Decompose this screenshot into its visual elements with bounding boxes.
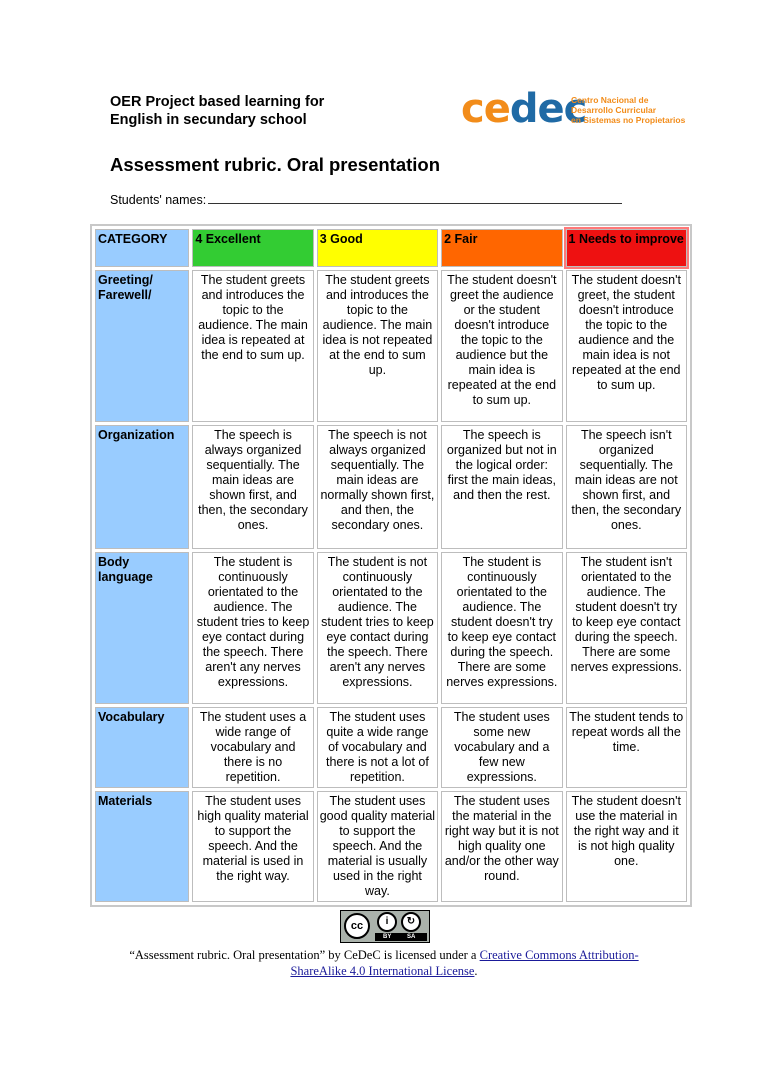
table-row	[95, 425, 687, 549]
students-names-field	[110, 192, 622, 207]
project-title	[110, 93, 324, 129]
cedec-logo-subtitle: Centro Nacional de Desarrollo Curricular en Sistemas no Propietarios	[571, 95, 686, 125]
license-prefix: “Assessment rubric. Oral presentation” by CeDeC is licensed under a	[129, 948, 480, 962]
category-organization: Organization	[95, 425, 189, 549]
table-cell: The student is not continuously orientated to the audience. The student tries to keep eye contact during the speech. There aren't any nerves expressions.	[317, 552, 438, 704]
license-link[interactable]: Creative Commons Attribution-ShareAlike 4.0 International License	[290, 948, 639, 978]
table-cell: The speech isn't organized sequentially. The main ideas are not shown first, and then, the secondary ones.	[566, 425, 687, 549]
header-good: 3 Good	[317, 229, 438, 267]
assessment-rubric-table	[90, 224, 692, 907]
attribution-icon: i	[377, 912, 397, 932]
header-excellent: 4 Excellent	[192, 229, 313, 267]
table-cell: The student doesn't use the material in the right way and it is not high quality one.	[566, 791, 687, 902]
table-cell: The student uses good quality material to support the speech. And the material is usually used in the right way.	[317, 791, 438, 902]
cc-sa-label: SA	[407, 934, 416, 940]
table-cell: The student tends to repeat words all the time.	[566, 707, 687, 788]
cc-badge-labels	[375, 933, 427, 941]
table-cell: The student is continuously orientated to the audience. The student tries to keep eye contact during the speech. There aren't any nerves expressions.	[192, 552, 313, 704]
table-cell: The student uses the material in the right way but it is not high quality one and/or the other way round.	[441, 791, 562, 902]
table-cell: The student doesn't greet, the student doesn't introduce the topic to the audience and the main idea is not repeated at the end to sum up.	[566, 270, 687, 422]
project-title-line1: OER Project based learning for	[110, 94, 325, 110]
table-cell: The student uses some new vocabulary and a few new expressions.	[441, 707, 562, 788]
header-fair: 2 Fair	[441, 229, 562, 267]
table-cell: The speech is organized but not in the logical order: first the main ideas, and then the rest.	[441, 425, 562, 549]
table-cell: The student is continuously orientated to the audience. The student doesn't try to keep eye contact during the speech. There are some nerves expressions.	[441, 552, 562, 704]
cedec-logo-word: cedec	[461, 86, 587, 132]
category-body-language: Body language	[95, 552, 189, 704]
license-suffix: .	[474, 964, 478, 978]
table-cell: The speech is not always organized sequentially. The main ideas are normally shown first, and then, the secondary ones.	[317, 425, 438, 549]
cc-icon: cc	[344, 913, 370, 939]
cedec-logo	[461, 86, 691, 132]
table-cell: The student uses quite a wide range of vocabulary and there is not a lot of repetition.	[317, 707, 438, 788]
students-names-blank	[208, 192, 622, 204]
table-cell: The speech is always organized sequentially. The main ideas are shown first, and then, the secondary ones.	[192, 425, 313, 549]
category-materials: Materials	[95, 791, 189, 902]
share-alike-icon: ↻	[401, 912, 421, 932]
table-row	[95, 270, 687, 422]
category-vocabulary: Vocabulary	[95, 707, 189, 788]
students-names-label: Students' names:	[110, 193, 207, 207]
table-row	[95, 791, 687, 902]
license-notice	[110, 947, 658, 979]
table-cell: The student uses a wide range of vocabulary and there is no repetition.	[192, 707, 313, 788]
table-cell: The student uses high quality material to support the speech. And the material is used in the right way.	[192, 791, 313, 902]
rubric-header-row	[95, 229, 687, 267]
project-title-line2: English in secundary school	[110, 112, 307, 128]
table-cell: The student greets and introduces the topic to the audience. The main idea is repeated at the end to sum up.	[192, 270, 313, 422]
cc-by-label: BY	[383, 934, 392, 940]
table-row	[95, 707, 687, 788]
table-cell: The student greets and introduces the topic to the audience. The main idea is not repeated at the end to sum up.	[317, 270, 438, 422]
table-cell: The student doesn't greet the audience or the student doesn't introduce the topic to the audience but the main idea is repeated at the end to sum up.	[441, 270, 562, 422]
category-greeting: Greeting/ Farewell/	[95, 270, 189, 422]
header-category: CATEGORY	[95, 229, 189, 267]
creative-commons-badge[interactable]	[340, 910, 430, 943]
table-cell: The student isn't orientated to the audience. The student doesn't try to keep eye contact during the speech. There are some nerves expressions.	[566, 552, 687, 704]
document-title: Assessment rubric. Oral presentation	[110, 154, 441, 175]
table-row	[95, 552, 687, 704]
header-needs-to-improve: 1 Needs to improve	[566, 229, 687, 267]
